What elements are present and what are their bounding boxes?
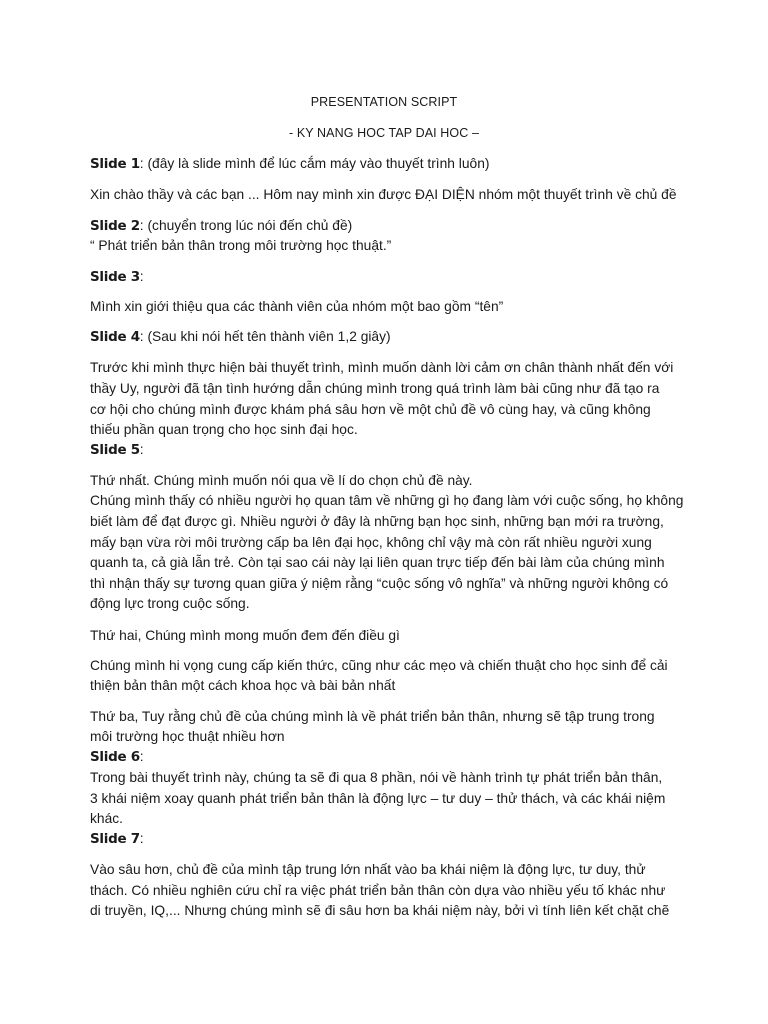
slide-7-heading — [90, 829, 690, 849]
slide-4-line: cơ hội cho chúng mình được khám phá sâu hơn về một chủ đề vô cùng hay, và cũng không — [90, 402, 651, 417]
slide-2-text: “ Phát triển bản thân trong môi trường học thuật.” — [90, 238, 392, 253]
slide-6-line: Trong bài thuyết trình này, chúng ta sẽ đi qua 8 phần, nói về hành trình tự phát triển bản thân, — [90, 770, 663, 785]
slide-5-colon: : — [139, 442, 144, 457]
slide-6-line: khác. — [90, 811, 123, 826]
slide-5-second: Thứ hai, Chúng mình mong muốn đem đến điều gì — [90, 628, 400, 643]
slide-5-second-line: Chúng mình hi vọng cung cấp kiến thức, cũng như các mẹo và chiến thuật cho học sinh để cải — [90, 658, 668, 673]
slide-7-label: Slide 7 — [90, 831, 140, 847]
slide-3-heading — [90, 267, 690, 287]
slide-6-label: Slide 6 — [90, 749, 140, 765]
slide-4-line: thầy Uy, người đã tận tình hướng dẫn chúng mình trong quá trình làm bài cũng như đã tạo ra — [90, 381, 660, 396]
slide-7-line: thách. Có nhiều nghiên cứu chỉ ra việc phát triển bản thân còn dựa vào nhiều yếu tố khác như — [90, 883, 666, 898]
slide-4-heading — [90, 327, 690, 347]
slide-7-line: di truyền, IQ,... Nhưng chúng mình sẽ đi sâu hơn ba khái niệm này, bởi vì tính liên kết chặt chẽ — [90, 903, 670, 918]
slide-4-line: Trước khi mình thực hiện bài thuyết trình, mình muốn dành lời cảm ơn chân thành nhất đến với — [90, 360, 674, 375]
slide-5-third-line: môi trường học thuật nhiều hơn — [90, 729, 285, 744]
slide-7-colon: : — [139, 831, 144, 846]
slide-1-heading — [90, 154, 690, 174]
slide-6-line: 3 khái niệm xoay quanh phát triển bản thân là động lực – tư duy – thử thách, và các khái niệm — [90, 791, 666, 806]
slide-5-third-line: Thứ ba, Tuy rằng chủ đề của chúng mình là về phát triển bản thân, nhưng sẽ tập trung trong — [90, 709, 655, 724]
slide-2-note: : (chuyển trong lúc nói đến chủ đề) — [139, 218, 353, 233]
slide-5-heading — [90, 440, 690, 460]
slide-5-line: động lực trong cuộc sống. — [90, 596, 250, 611]
slide-5-line: Chúng mình thấy có nhiều người họ quan tâm về những gì họ đang làm với cuộc sống, họ không — [90, 493, 684, 508]
slide-5-intro: Thứ nhất. Chúng mình muốn nói qua về lí do chọn chủ đề này. — [90, 473, 473, 488]
slide-5-line: biết làm để đạt được gì. Nhiều người ở đây là những bạn học sinh, những bạn mới ra trường, — [90, 514, 664, 529]
slide-1-text: Xin chào thầy và các bạn ... Hôm nay mình xin được ĐẠI DIỆN nhóm một thuyết trình về chủ đề — [90, 187, 677, 202]
document-title: PRESENTATION SCRIPT — [310, 95, 458, 109]
slide-5-second-line: thiện bản thân một cách khoa học và bài bản nhất — [90, 678, 396, 693]
slide-5-label: Slide 5 — [90, 442, 140, 458]
slide-3-colon: : — [139, 269, 144, 284]
slide-4-label: Slide 4 — [90, 329, 140, 345]
slide-2-label: Slide 2 — [90, 218, 140, 234]
document-subtitle: - KY NANG HOC TAP DAI HOC – — [288, 126, 479, 140]
slide-4-note: : (Sau khi nói hết tên thành viên 1,2 giây) — [139, 329, 391, 344]
slide-6-heading — [90, 747, 690, 767]
slide-5-line: quanh ta, cả già lẫn trẻ. Còn tại sao cái này lại liên quan trực tiếp đến bài làm của chúng mình — [90, 555, 665, 570]
slide-3-text: Mình xin giới thiệu qua các thành viên của nhóm một bao gồm “tên” — [90, 299, 504, 314]
slide-5-line: thì nhận thấy sự tương quan giữa ý niệm rằng “cuộc sống vô nghĩa” và những người không có — [90, 576, 669, 591]
slide-1-label: Slide 1 — [90, 156, 140, 172]
slide-6-colon: : — [139, 749, 144, 764]
slide-3-label: Slide 3 — [90, 269, 140, 285]
slide-5-line: mấy bạn vừa rời môi trường cấp ba lên đại học, không chỉ vậy mà còn rất nhiều người xung — [90, 535, 652, 550]
slide-7-line: Vào sâu hơn, chủ đề của mình tập trung lớn nhất vào ba khái niệm là động lực, tư duy, thử — [90, 862, 646, 877]
slide-1-note: : (đây là slide mình để lúc cắm máy vào thuyết trình luôn) — [139, 156, 490, 171]
slide-2-heading — [90, 216, 690, 236]
slide-4-line: thiếu phần quan trọng cho học sinh đại học. — [90, 422, 358, 437]
